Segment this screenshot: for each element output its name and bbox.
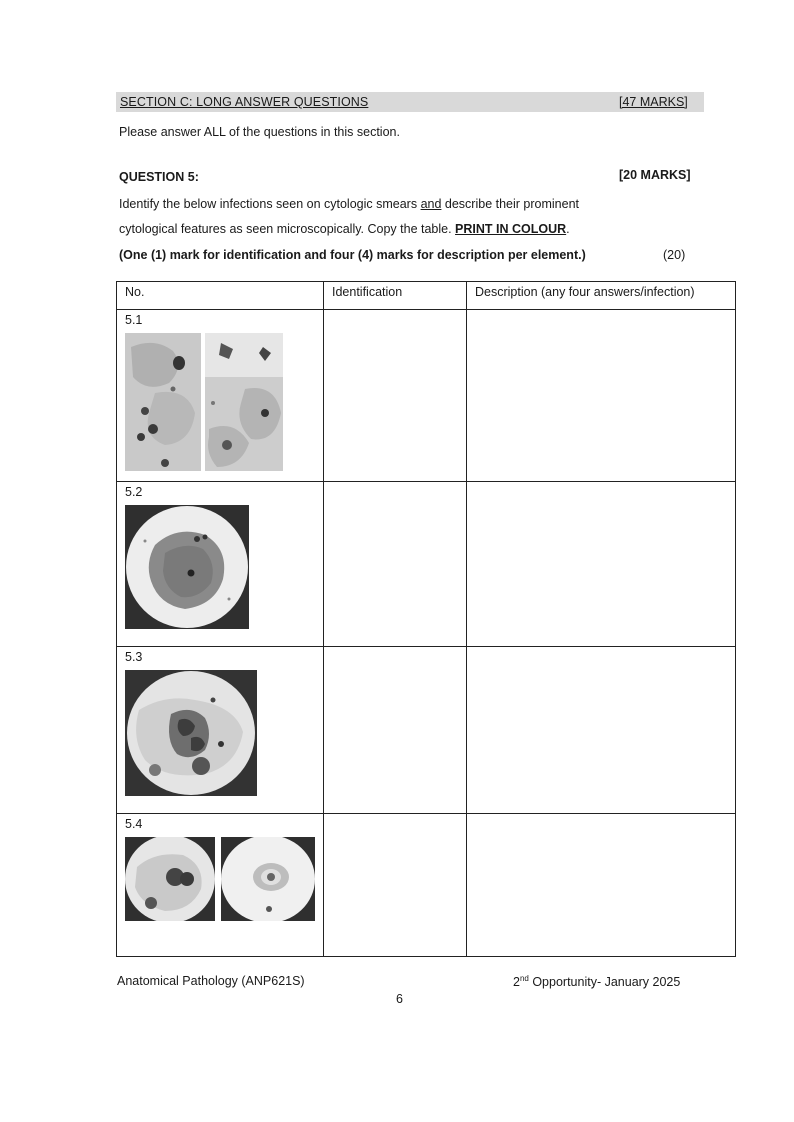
row-number-cell (117, 647, 324, 814)
row-number: 5.1 (125, 313, 143, 327)
row-number: 5.4 (125, 817, 143, 831)
footer-opportunity-rest: Opportunity- January 2025 (528, 975, 681, 990)
question-label: QUESTION 5: (119, 170, 199, 184)
description-answer-cell[interactable] (467, 482, 736, 647)
table-header-row (117, 282, 736, 310)
table-row (117, 310, 736, 482)
footer-opportunity-sup: nd (519, 974, 529, 983)
micrograph-5-3 (125, 670, 257, 796)
table-row (117, 814, 736, 957)
question-line-1-a: Identify the below infections seen on cytologic smears (119, 197, 421, 211)
micrograph-5-1 (125, 333, 283, 471)
page-number: 6 (396, 992, 403, 1006)
table-row (117, 647, 736, 814)
marks-note-total: (20) (663, 248, 686, 262)
question-line-2-end: . (566, 222, 570, 236)
row-number: 5.3 (125, 650, 143, 664)
description-answer-cell[interactable] (467, 310, 736, 482)
micrograph-5-2 (125, 505, 249, 629)
description-answer-cell[interactable] (467, 814, 736, 957)
identification-answer-cell[interactable] (324, 482, 467, 647)
row-number-cell (117, 814, 324, 957)
question-line-1-b: describe their prominent (441, 197, 579, 211)
question-line-1 (119, 197, 579, 211)
question-line-2 (119, 222, 570, 236)
question-table (116, 281, 736, 957)
header-description: Description (any four answers/infection) (467, 282, 736, 310)
identification-answer-cell[interactable] (324, 647, 467, 814)
question-line-2-a: cytological features as seen microscopically. Copy the table. (119, 222, 456, 236)
identification-answer-cell[interactable] (324, 310, 467, 482)
question-and-underlined: and (420, 197, 442, 211)
row-number-cell (117, 482, 324, 647)
micrograph-5-4 (125, 837, 315, 921)
description-answer-cell[interactable] (467, 647, 736, 814)
print-in-colour: PRINT IN COLOUR (455, 222, 567, 236)
footer-course: Anatomical Pathology (ANP621S) (117, 974, 305, 988)
instruction-text: Please answer ALL of the questions in this section. (119, 125, 400, 139)
section-title: SECTION C: LONG ANSWER QUESTIONS (120, 95, 369, 109)
identification-answer-cell[interactable] (324, 814, 467, 957)
footer-opportunity-num: 2 (513, 975, 520, 990)
header-identification: Identification (324, 282, 467, 310)
table-row (117, 482, 736, 647)
row-number: 5.2 (125, 485, 143, 499)
marks-note: (One (1) mark for identification and four (4) marks for description per element.) (119, 248, 586, 262)
footer-opportunity (513, 974, 680, 989)
section-marks: [47 MARKS] (619, 95, 688, 109)
question-marks: [20 MARKS] (619, 168, 691, 182)
row-number-cell (117, 310, 324, 482)
header-no: No. (117, 282, 324, 310)
